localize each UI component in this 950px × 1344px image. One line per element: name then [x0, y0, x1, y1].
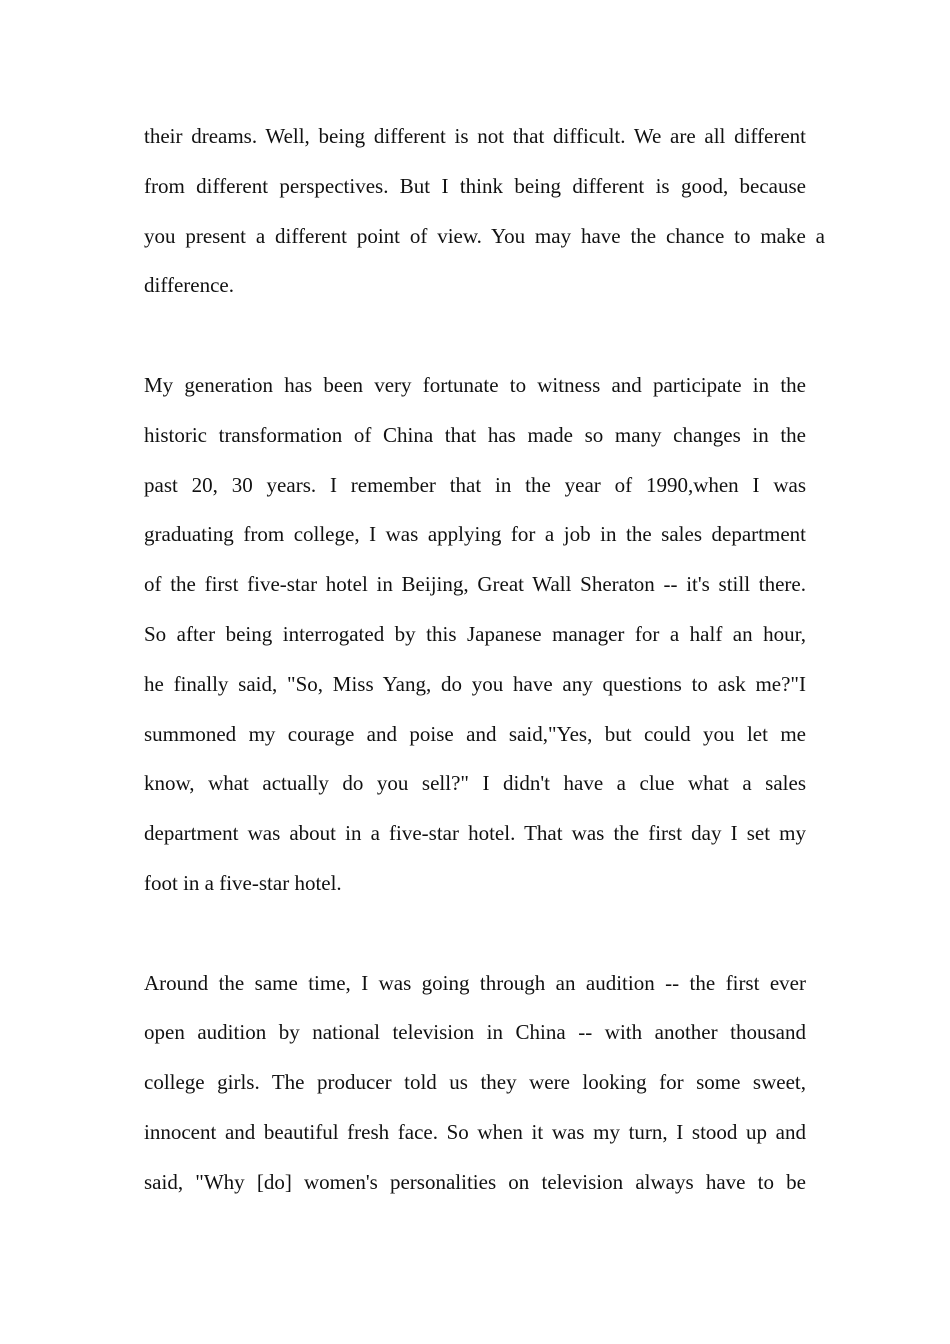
paragraph-2-line-2: historic transformation of China that has made so many changes in the — [144, 423, 806, 447]
paragraph-2-line-3: past 20, 30 years. I remember that in the year of 1990,when I was — [144, 473, 806, 497]
paragraph-3-line-3: college girls. The producer told us they were looking for some sweet, — [144, 1070, 806, 1094]
paragraph-2-line-7: he finally said, "So, Miss Yang, do you have any questions to ask me?"I — [144, 672, 806, 696]
paragraph-2-line-5: of the first five-star hotel in Beijing, Great Wall Sheraton -- it's still there. — [144, 572, 806, 596]
paragraph-3-line-4: innocent and beautiful fresh face. So when it was my turn, I stood up and — [144, 1120, 806, 1144]
paragraph-2-line-4: graduating from college, I was applying for a job in the sales department — [144, 522, 806, 546]
paragraph-2-line-6: So after being interrogated by this Japanese manager for a half an hour, — [144, 622, 806, 646]
paragraph-3-line-5: said, "Why [do] women's personalities on television always have to be — [144, 1170, 806, 1194]
paragraph-1-line-2: from different perspectives. But I think being different is good, because — [144, 174, 806, 198]
paragraph-1-line-4: difference. — [144, 273, 234, 297]
paragraph-2-line-8: summoned my courage and poise and said,"Yes, but could you let me — [144, 722, 806, 746]
paragraph-3-line-2: open audition by national television in China -- with another thousand — [144, 1020, 806, 1044]
paragraph-2-line-1: My generation has been very fortunate to witness and participate in the — [144, 373, 806, 397]
paragraph-2-line-10: department was about in a five-star hotel. That was the first day I set my — [144, 821, 806, 845]
paragraph-3-line-1: Around the same time, I was going through an audition -- the first ever — [144, 971, 806, 995]
paragraph-1-line-3: you present a different point of view. You may have the chance to make a — [144, 224, 825, 248]
paragraph-1-line-1: their dreams. Well, being different is not that difficult. We are all different — [144, 124, 806, 148]
paragraph-2-line-11: foot in a five-star hotel. — [144, 871, 342, 895]
paragraph-2-line-9: know, what actually do you sell?" I didn't have a clue what a sales — [144, 771, 806, 795]
